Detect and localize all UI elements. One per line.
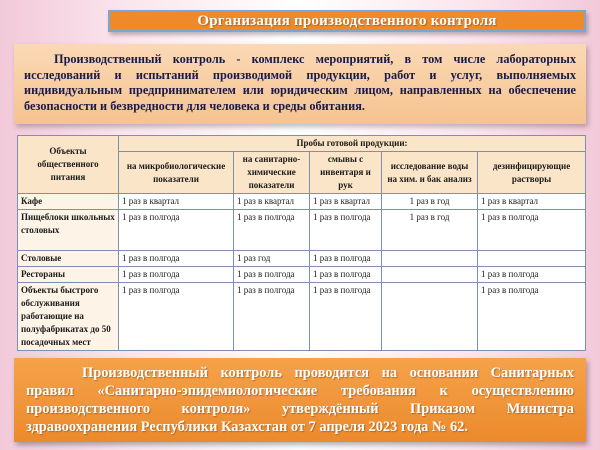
- definition-text: Производственный контроль - комплекс мероприятий, в том числе лабораторных исследований и испытаний производимой продукции, работ и услуг, выполняемых индивидуальным предпринимателем или юридическим лицом, направленных на обеспечение безопасности и безвредности для человека и среды обитания.: [24, 52, 576, 113]
- table-row: [18, 267, 586, 283]
- table-cell: [382, 283, 478, 351]
- table-cell: 1 раз в квартал: [234, 194, 310, 210]
- legal-basis-text: Производственный контроль проводится на основании Санитарных правил «Санитарно-эпидемиологические требования к осуществлению производственного контроля» утверждённый Приказом Министра здравоохранения Республики Казахстан от 7 апреля 2023 года № 62.: [26, 365, 574, 435]
- table-cell: [382, 267, 478, 283]
- definition-box: [14, 44, 586, 124]
- table-cell: 1 раз в полгода: [234, 267, 310, 283]
- table-cell: 1 раз в полгода: [119, 267, 234, 283]
- table-row: [18, 194, 586, 210]
- table-cell: [478, 251, 586, 267]
- table-cell: 1 раз в полгода: [478, 283, 586, 351]
- table-cell: 1 раз в квартал: [478, 194, 586, 210]
- table-cell: [382, 251, 478, 267]
- table-cell: 1 раз в квартал: [310, 194, 382, 210]
- table-cell: 1 раз в квартал: [119, 194, 234, 210]
- object-column-header: Объекты общественного питания: [18, 136, 119, 194]
- page-title: Организация производственного контроля: [197, 12, 497, 29]
- table-cell: 1 раз в полгода: [234, 210, 310, 251]
- table-cell: 1 раз в полгода: [310, 251, 382, 267]
- column-header-chemistry: на санитарно-химические показатели: [234, 152, 310, 194]
- table-row: [18, 210, 586, 251]
- column-header-microbiology: на микробиологические показатели: [119, 152, 234, 194]
- control-table-wrap: [17, 135, 585, 351]
- column-header-swabs: смывы с инвентаря и рук: [310, 152, 382, 194]
- table-cell: 1 раз в год: [382, 210, 478, 251]
- row-label: Столовые: [18, 251, 119, 267]
- table-cell: 1 раз в полгода: [310, 210, 382, 251]
- table-cell: 1 раз в полгода: [119, 283, 234, 351]
- samples-group-header: Пробы готовой продукции:: [119, 136, 586, 152]
- table-row: [18, 283, 586, 351]
- table-cell: 1 раз в полгода: [310, 267, 382, 283]
- table-cell: 1 раз в полгода: [478, 210, 586, 251]
- row-label: Рестораны: [18, 267, 119, 283]
- row-label: Кафе: [18, 194, 119, 210]
- row-label: Пищеблоки школьных столовых: [18, 210, 119, 251]
- title-banner: [108, 10, 586, 32]
- table-cell: 1 раз в полгода: [310, 283, 382, 351]
- table-cell: 1 раз год: [234, 251, 310, 267]
- column-header-disinfectants: дезинфицирующие растворы: [478, 152, 586, 194]
- table-cell: 1 раз в полгода: [234, 283, 310, 351]
- table-cell: 1 раз в полгода: [478, 267, 586, 283]
- table-cell: 1 раз в год: [382, 194, 478, 210]
- table-row: [18, 251, 586, 267]
- row-label: Объекты быстрого обслуживания работающие на полуфабрикатах до 50 посадочных мест: [18, 283, 119, 351]
- table-header-row: [18, 136, 586, 152]
- table-cell: 1 раз в полгода: [119, 251, 234, 267]
- column-header-water: исследование воды на хим. и бак анализ: [382, 152, 478, 194]
- control-table: [17, 135, 586, 351]
- table-cell: 1 раз в полгода: [119, 210, 234, 251]
- legal-basis-box: [14, 358, 586, 442]
